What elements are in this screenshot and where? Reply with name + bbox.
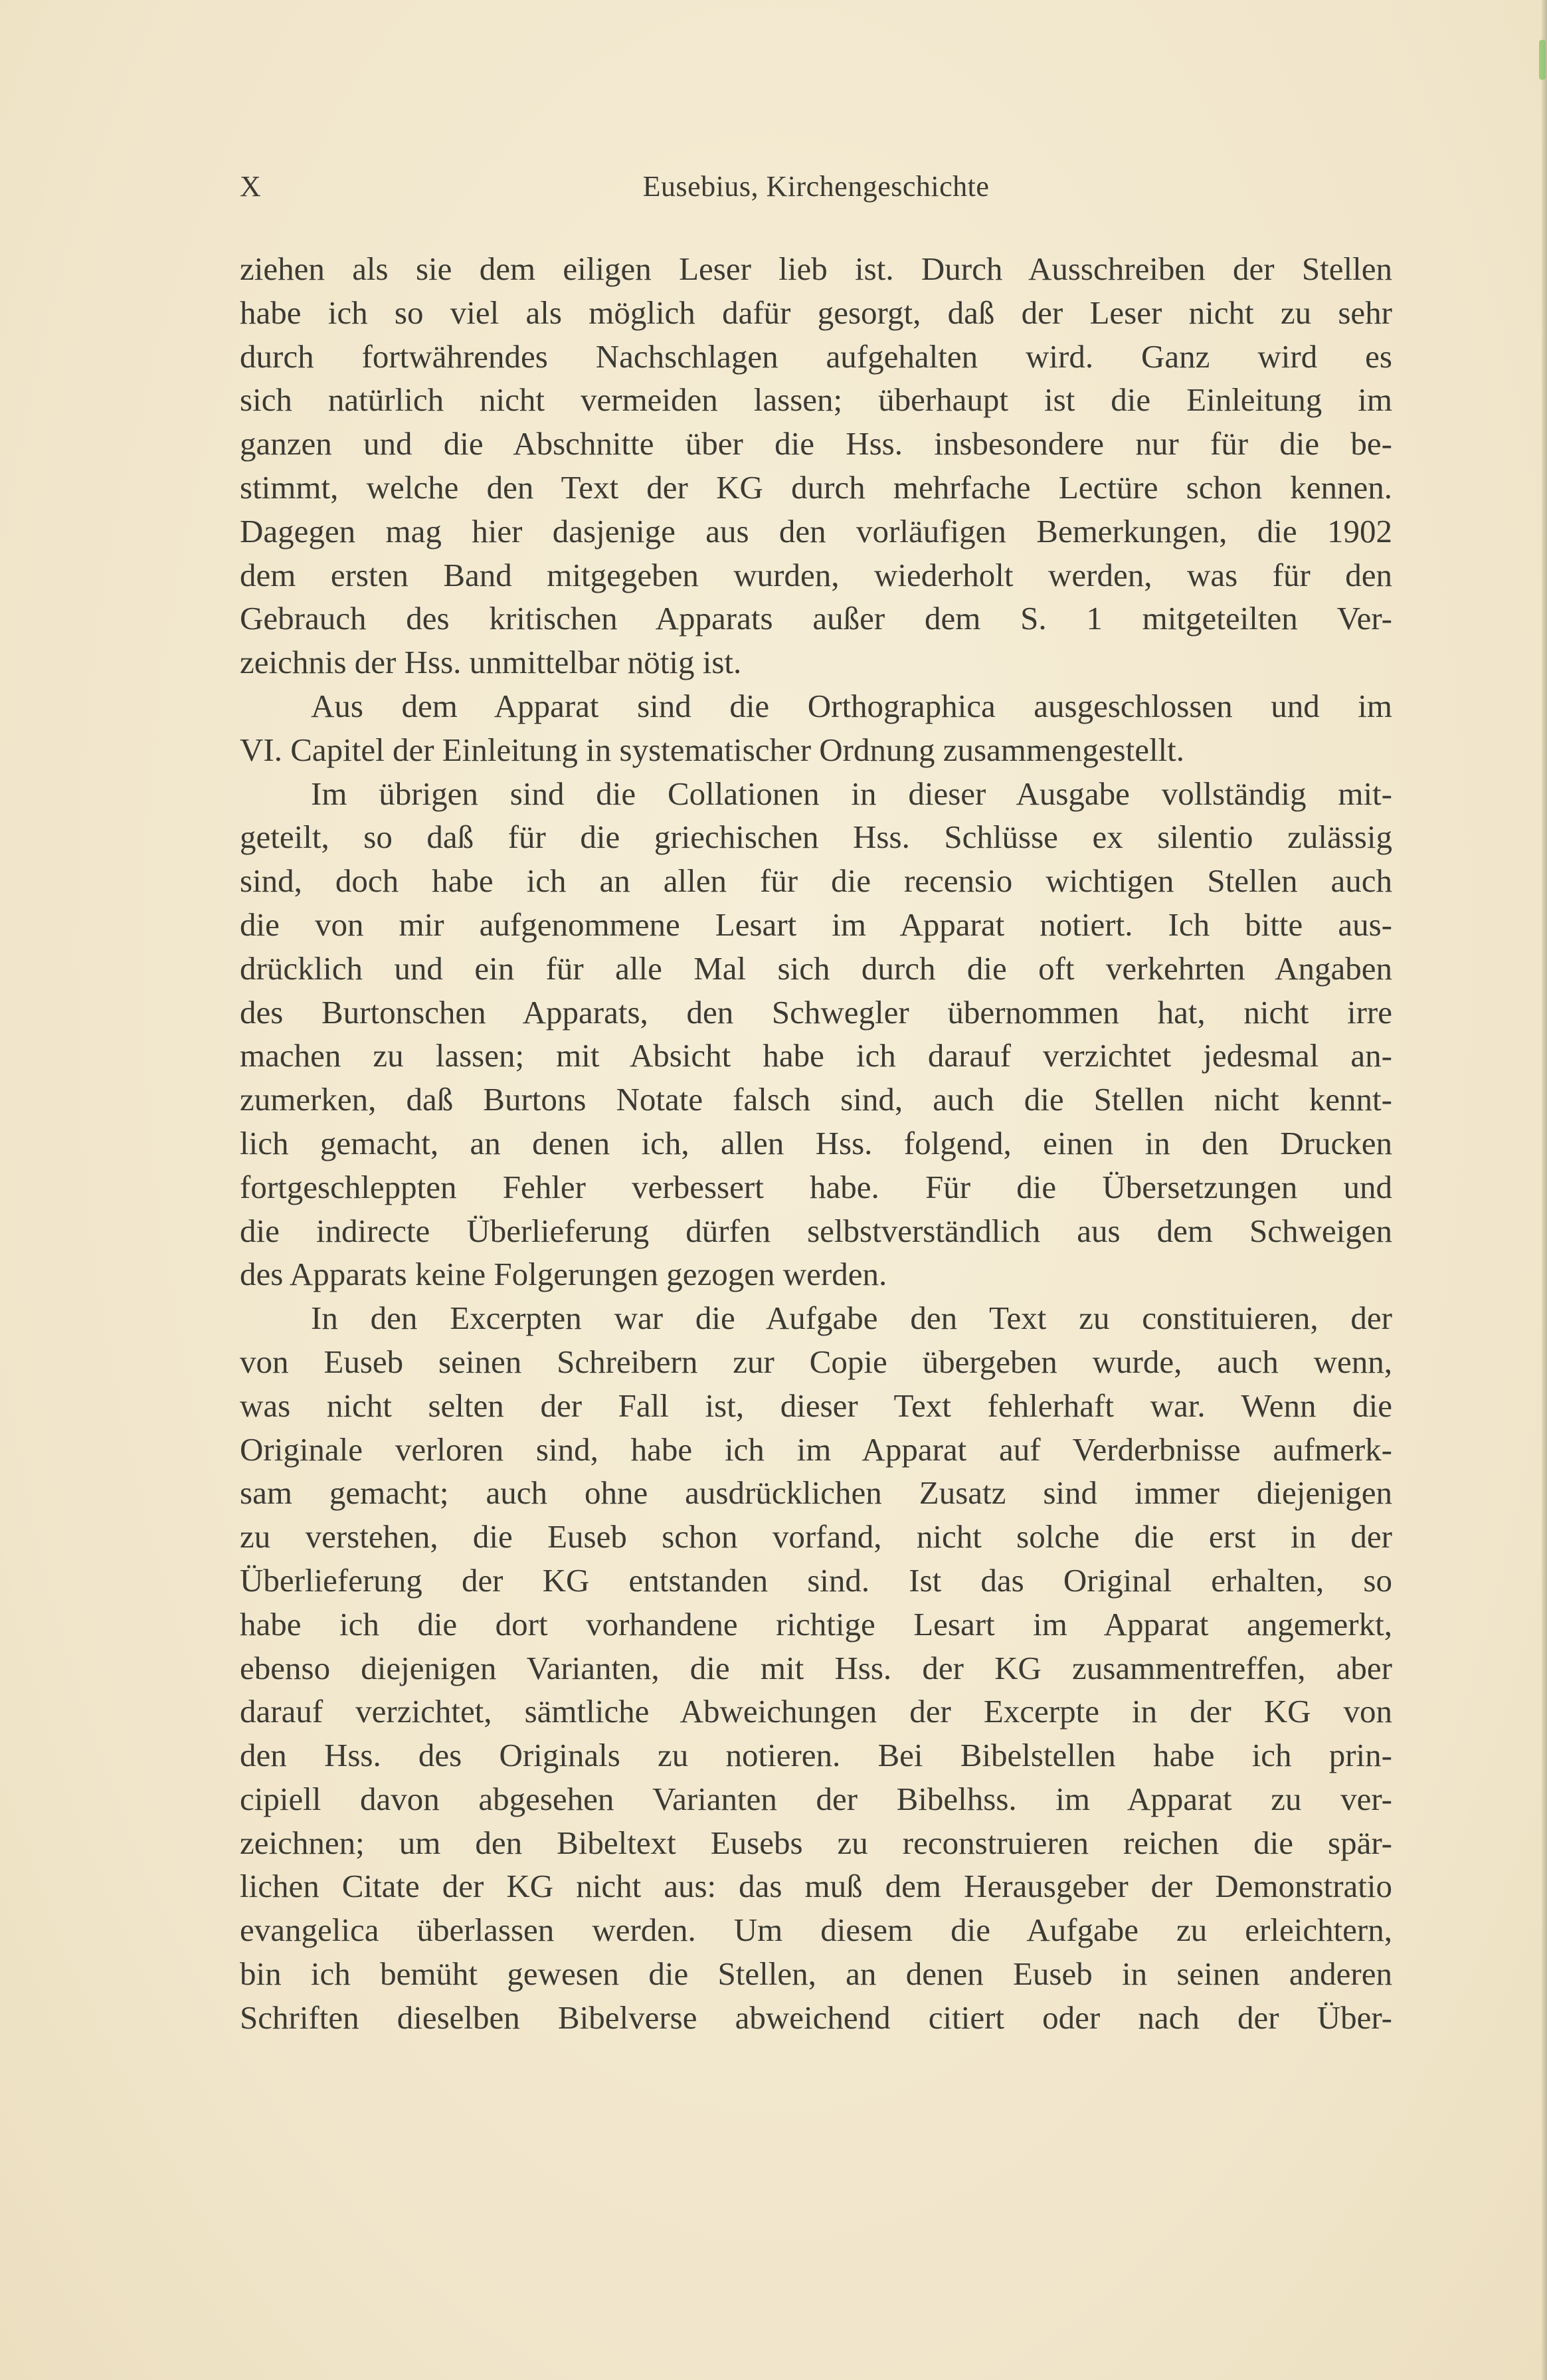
text-line: sam gemacht; auch ohne ausdrücklichen Zusatz sind immer diejenigen xyxy=(240,1474,1392,1512)
text-line: Aus dem Apparat sind die Orthographica ausgeschlossen und im xyxy=(311,687,1392,724)
text-line: bin ich bemüht gewesen die Stellen, an denen Euseb in seinen anderen xyxy=(240,1955,1392,1993)
text-line: sind, doch habe ich an allen für die recensio wichtigen Stellen auch xyxy=(240,862,1392,900)
paragraph xyxy=(240,772,1392,1297)
text-line: fortgeschleppten Fehler verbessert habe. Für die Übersetzungen und xyxy=(240,1168,1392,1205)
text-line: habe ich so viel als möglich dafür gesorgt, daß der Leser nicht zu sehr xyxy=(240,294,1392,331)
text-line: darauf verzichtet, sämtliche Abweichungen der Excerpte in der KG von xyxy=(240,1693,1392,1730)
paragraph xyxy=(240,1296,1392,2040)
running-header xyxy=(240,169,1392,209)
text-line: In den Excerpten war die Aufgabe den Text zu constituieren, der xyxy=(311,1300,1392,1337)
text-line: machen zu lassen; mit Absicht habe ich darauf verzichtet jedesmal an- xyxy=(240,1037,1392,1074)
text-line: stimmt, welche den Text der KG durch mehrfache Lectüre schon kennen. xyxy=(240,468,1392,506)
page-number: X xyxy=(240,170,261,203)
text-line: geteilt, so daß für die griechischen Hss. Schlüsse ex silentio zulässig xyxy=(240,819,1392,856)
text-line: den Hss. des Originals zu notieren. Bei Bibelstellen habe ich prin- xyxy=(240,1737,1392,1774)
text-line: des Apparats keine Folgerungen gezogen werden. xyxy=(240,1256,887,1293)
text-line: lich gemacht, an denen ich, allen Hss. folgend, einen in den Drucken xyxy=(240,1124,1392,1161)
text-line: Schriften dieselben Bibelverse abweichend citiert oder nach der Über- xyxy=(240,1999,1392,2036)
page-edge xyxy=(1542,0,1547,2380)
body-text xyxy=(240,247,1392,2040)
text-line: zeichnen; um den Bibeltext Eusebs zu reconstruieren reichen die spär- xyxy=(240,1824,1392,1861)
text-line: drücklich und ein für alle Mal sich durch die oft verkehrten Angaben xyxy=(240,949,1392,987)
paragraph xyxy=(240,247,1392,684)
text-line: Gebrauch des kritischen Apparats außer dem S. 1 mitgeteilten Ver- xyxy=(240,600,1392,637)
text-line: dem ersten Band mitgegeben wurden, wiederholt werden, was für den xyxy=(240,556,1392,593)
text-line: zeichnis der Hss. unmittelbar nötig ist. xyxy=(240,644,742,681)
text-line: die indirecte Überlieferung dürfen selbstverständlich aus dem Schweigen xyxy=(240,1212,1392,1249)
text-line: die von mir aufgenommene Lesart im Apparat notiert. Ich bitte aus- xyxy=(240,906,1392,943)
text-line: lichen Citate der KG nicht aus: das muß dem Herausgeber der Demonstratio xyxy=(240,1868,1392,1905)
text-line: habe ich die dort vorhandene richtige Lesart im Apparat angemerkt, xyxy=(240,1605,1392,1642)
paragraph xyxy=(240,684,1392,772)
text-line: was nicht selten der Fall ist, dieser Text fehlerhaft war. Wenn die xyxy=(240,1387,1392,1424)
text-line: des Burtonschen Apparats, den Schwegler übernommen hat, nicht irre xyxy=(240,993,1392,1031)
text-line: cipiell davon abgesehen Varianten der Bibelhss. im Apparat zu ver- xyxy=(240,1780,1392,1817)
text-line: durch fortwährendes Nachschlagen aufgehalten wird. Ganz wird es xyxy=(240,338,1392,375)
text-line: sich natürlich nicht vermeiden lassen; überhaupt ist die Einleitung im xyxy=(240,381,1392,419)
text-line: zu verstehen, die Euseb schon vorfand, nicht solche die erst in der xyxy=(240,1518,1392,1555)
text-line: zumerken, daß Burtons Notate falsch sind, auch die Stellen nicht kennt- xyxy=(240,1081,1392,1118)
text-line: VI. Capitel der Einleitung in systematischer Ordnung zusammengestellt. xyxy=(240,731,1185,768)
text-line: Im übrigen sind die Collationen in dieser Ausgabe vollständig mit- xyxy=(311,775,1392,812)
text-line: ziehen als sie dem eiligen Leser lieb ist. Durch Ausschreiben der Stellen xyxy=(240,250,1392,287)
text-line: Originale verloren sind, habe ich im Apparat auf Verderbnisse aufmerk- xyxy=(240,1431,1392,1468)
text-line: Dagegen mag hier dasjenige aus den vorläufigen Bemerkungen, die 1902 xyxy=(240,512,1392,549)
text-line: Überlieferung der KG entstanden sind. Ist das Original erhalten, so xyxy=(240,1561,1392,1599)
text-line: ebenso diejenigen Varianten, die mit Hss. der KG zusammentreffen, aber xyxy=(240,1649,1392,1686)
running-title: Eusebius, Kirchengeschichte xyxy=(642,170,990,203)
text-line: ganzen und die Abschnitte über die Hss. insbesondere nur für die be- xyxy=(240,425,1392,462)
text-line: evangelica überlassen werden. Um diesem die Aufgabe zu erleichtern, xyxy=(240,1912,1392,1949)
text-line: von Euseb seinen Schreibern zur Copie übergeben wurde, auch wenn, xyxy=(240,1343,1392,1380)
bookmark-tab-mark xyxy=(1539,40,1546,80)
